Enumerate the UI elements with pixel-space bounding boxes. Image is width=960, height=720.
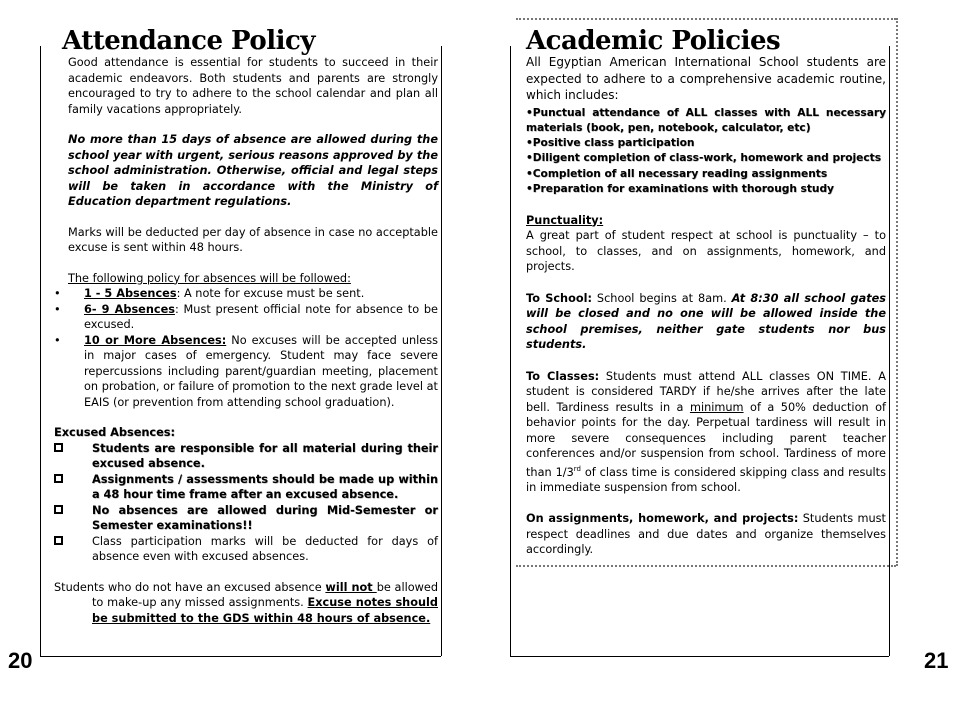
bullet-dot-icon: • — [54, 302, 61, 316]
checkbox-bullet-icon — [54, 443, 63, 452]
absence-rule-10-plus — [54, 333, 438, 411]
checkbox-bullet-icon — [54, 505, 63, 514]
routine-item-text: Completion of all necessary reading assignments — [532, 167, 828, 180]
makeup-will-not: will not — [325, 580, 377, 594]
marks-deduction-note: Marks will be deducted per day of absence in case no acceptable excuse is sent within 48 hours. — [68, 225, 438, 254]
academic-policies-title: Academic Policies — [522, 28, 784, 54]
routine-item-text: Positive class participation — [532, 136, 695, 149]
routine-item: •Diligent completion of class-work, homework and projects — [526, 152, 881, 164]
minimum-emphasis: minimum — [689, 400, 744, 414]
ordinal-suffix: rd — [573, 464, 581, 473]
right-bottom-rule — [510, 656, 889, 657]
attendance-policy-title: Attendance Policy — [58, 28, 319, 54]
makeup-text-b: be allowed to make-up any missed assignments. — [92, 580, 438, 609]
punctuality-text: A great part of student respect at school is punctuality – to school, to classes, and on assignments, homework, and projects. — [526, 229, 886, 273]
excused-item-text: No absences are allowed during Mid-Semester or Semester examinations!! — [92, 503, 438, 532]
right-side-dotted-border — [896, 18, 898, 566]
absence-rule-label: 10 or More Absences: — [84, 333, 227, 347]
to-classes-label: To Classes: — [526, 369, 600, 383]
gate-closing-rule: At 8:30 all school gates will be closed and no one will be allowed inside the school premises, neither gate students nor bus students. — [526, 291, 886, 351]
routine-item-text: Punctual attendance of ALL classes with ALL necessary materials (book, pen, notebook, calculator, etc) — [526, 106, 886, 134]
to-classes-text-b: of a 50% deduction of behavior points for the day. Perpetual tardiness will result in more severe consequences including parent teacher conferences and/or suspension from school. Tardiness of more than 1/3 — [526, 400, 886, 479]
to-classes-paragraph — [526, 369, 886, 496]
to-classes-text-c: of class time is considered skipping class and results in immediate suspension from school. — [526, 465, 887, 494]
academic-intro: All Egyptian American International School students are expected to adhere to a comprehensive academic routine, which includes: — [526, 55, 886, 102]
attendance-policy-body — [54, 55, 438, 626]
absence-limit-warning: No more than 15 days of absence are allowed during the school year with urgent, serious reasons approved by the school administration. Otherwise, official and legal steps will be taken in accordance with the Ministry of Education department regulations. — [68, 133, 438, 208]
excused-item — [54, 441, 438, 472]
excused-item — [54, 534, 438, 565]
assignments-label: On assignments, homework, and projects: — [526, 512, 799, 526]
bullet-dot-icon: • — [54, 333, 61, 347]
routine-item: •Punctual attendance of ALL classes with ALL necessary materials (book, pen, notebook, calculator, etc) — [526, 106, 886, 134]
makeup-text-a: Students who do not have an excused absence — [54, 580, 326, 594]
absence-rule-6-9 — [54, 302, 438, 333]
excuse-note-deadline: Excuse notes should be submitted to the GDS within 48 hours of absence. — [92, 596, 438, 625]
absence-rule-text: : A note for excuse must be sent. — [176, 287, 365, 300]
to-classes-text-a: Students must attend ALL classes ON TIME. A student is considered TARDY if he/she arrives after the late bell. Tardiness results in a — [526, 369, 886, 414]
routine-item: •Completion of all necessary reading assignments — [526, 167, 828, 180]
excused-item — [54, 503, 438, 534]
checkbox-bullet-icon — [54, 536, 63, 545]
absence-rule-label: 1 - 5 Absences — [84, 287, 177, 300]
makeup-policy — [54, 580, 438, 627]
assignments-paragraph — [526, 511, 886, 558]
checkbox-bullet-icon — [54, 474, 63, 483]
absence-rule-label: 6- 9 Absences — [84, 302, 175, 316]
punctuality-heading: Punctuality: — [526, 213, 604, 227]
routine-item-text: Diligent completion of class-work, homework and projects — [532, 152, 881, 164]
to-school-label: To School: — [526, 291, 593, 305]
excused-item-text: Class participation marks will be deducted for days of absence even with excused absences. — [92, 534, 438, 563]
page-number-left: 20 — [8, 648, 33, 673]
page-number-right: 21 — [924, 648, 949, 673]
academic-policies-body — [526, 54, 886, 558]
right-top-dotted-border — [516, 18, 896, 20]
attendance-intro: Good attendance is essential for students to succeed in their academic endeavors. Both students and parents are strongly encouraged to try to adhere to the school calendar and plan all family vacations appropriately. — [68, 56, 438, 116]
excused-absences-heading: Excused Absences: — [54, 426, 176, 439]
routine-item: •Positive class participation — [526, 136, 695, 149]
bullet-dot-icon: • — [54, 287, 61, 300]
routine-item-text: Preparation for examinations with thorough study — [532, 183, 834, 195]
excused-item-text: Students are responsible for all material during their excused absence. — [92, 441, 438, 470]
to-school-paragraph — [526, 291, 886, 353]
to-school-text: School begins at 8am. — [592, 291, 732, 305]
excused-item-text: Assignments / assessments should be made up within a 48 hour time frame after an excused absence. — [92, 472, 438, 501]
left-bottom-rule — [40, 656, 441, 657]
excused-item — [54, 472, 438, 503]
routine-item: •Preparation for examinations with thorough study — [526, 183, 834, 195]
absence-rule-text: No excuses will be accepted unless in major cases of emergency. Student may face severe repercussions including parent/guardian meeting, placement on probation, or failure of promotion to the next grade level at EAIS (or prevention from attending school graduation). — [84, 333, 438, 409]
absence-rule-text: : Must present official note for absence to be excused. — [84, 302, 438, 331]
assignments-text: Students must respect deadlines and due dates and organize themselves accordingly. — [526, 512, 886, 557]
absence-policy-intro: The following policy for absences will be followed: — [68, 271, 351, 285]
absence-rule-1-5 — [54, 286, 438, 302]
